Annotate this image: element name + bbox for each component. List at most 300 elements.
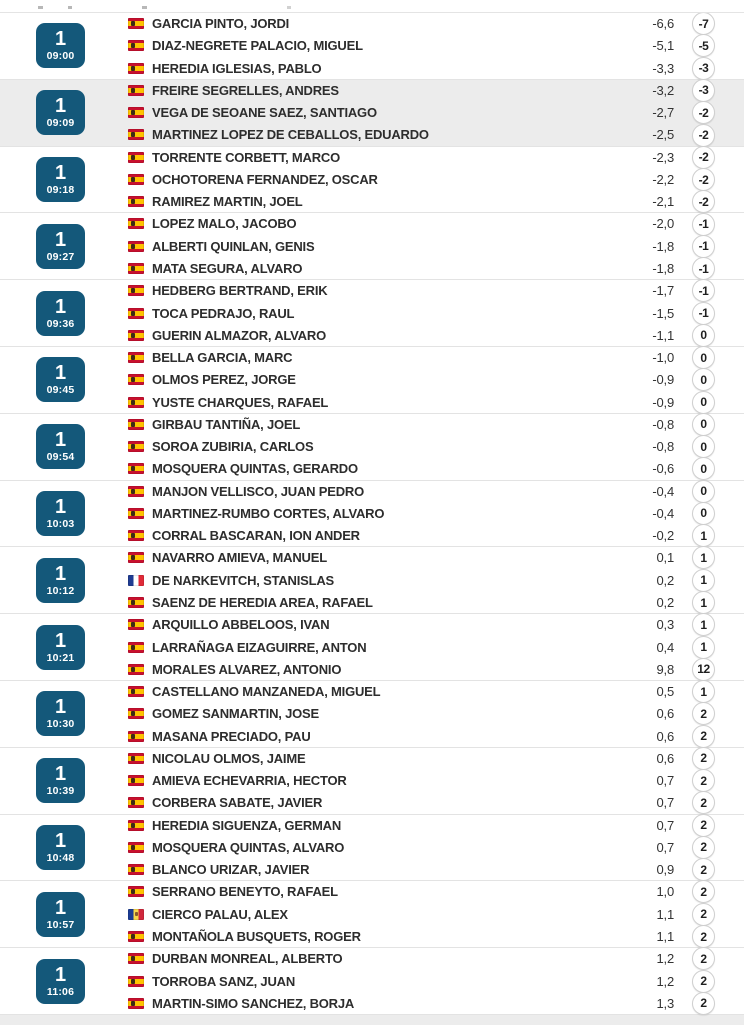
exact-handicap-value: -2,2 [652, 171, 674, 187]
playing-handicap-badge: 0 [692, 391, 715, 414]
player-row[interactable] [128, 770, 715, 792]
flag-spain-icon [128, 753, 144, 764]
player-row[interactable] [128, 970, 715, 992]
flag-spain-icon [128, 40, 144, 51]
player-row[interactable] [128, 413, 715, 435]
tee-number: 1 [54, 963, 67, 986]
player-list [128, 146, 715, 213]
tee-number: 1 [54, 95, 67, 118]
player-name[interactable]: MONTAÑOLA BUSQUETS, ROGER [152, 929, 361, 945]
player-list [128, 948, 715, 1015]
tee-box[interactable] [36, 90, 85, 135]
player-name[interactable]: GARCIA PINTO, JORDI [152, 16, 290, 32]
tee-time: 09:18 [46, 183, 75, 196]
player-row[interactable] [128, 992, 715, 1014]
player-list [128, 12, 715, 79]
exact-handicap-value: 0,1 [656, 550, 674, 566]
player-row[interactable] [128, 168, 715, 190]
player-name[interactable]: BELLA GARCIA, MARC [152, 350, 293, 366]
flag-spain-icon [128, 241, 144, 252]
tee-box[interactable] [36, 625, 85, 670]
player-name[interactable]: DIAZ-NEGRETE PALACIO, MIGUEL [152, 38, 363, 54]
exact-handicap-value: 1,2 [656, 951, 674, 967]
tee-number: 1 [54, 896, 67, 919]
flag-spain-icon [128, 285, 144, 296]
tee-time: 10:57 [46, 918, 75, 931]
exact-handicap-value: -0,9 [652, 372, 674, 388]
playing-handicap-badge: -1 [692, 235, 715, 258]
tee-group [0, 347, 744, 414]
flag-spain-icon [128, 731, 144, 742]
player-row[interactable] [128, 725, 715, 747]
playing-handicap-badge: 0 [692, 413, 715, 436]
playing-handicap-badge: 1 [692, 546, 715, 569]
playing-handicap-badge: 2 [692, 970, 715, 993]
player-name[interactable]: SAENZ DE HEREDIA AREA, RAFAEL [152, 595, 373, 611]
player-row[interactable] [128, 836, 715, 858]
player-row[interactable] [128, 391, 715, 413]
start-list [0, 13, 744, 1015]
exact-handicap-value: -2,5 [652, 127, 674, 143]
tee-box[interactable] [36, 959, 85, 1004]
tee-time: 09:45 [46, 384, 75, 397]
exact-handicap-value: 0,7 [656, 817, 674, 833]
player-row[interactable] [128, 948, 715, 970]
tee-time: 10:39 [46, 785, 75, 798]
tee-box[interactable] [36, 491, 85, 536]
player-name[interactable]: TORRENTE CORBETT, MARCO [152, 149, 340, 165]
playing-handicap-badge: 2 [692, 702, 715, 725]
tee-box[interactable] [36, 357, 85, 402]
player-name[interactable]: DE NARKEVITCH, STANISLAS [152, 572, 335, 588]
playing-handicap-badge: 0 [692, 502, 715, 525]
exact-handicap-value: -2,3 [652, 149, 674, 165]
tee-group [0, 881, 744, 948]
playing-handicap-badge: 2 [692, 725, 715, 748]
player-name[interactable]: MARTINEZ LOPEZ DE CEBALLOS, EDUARDO [152, 127, 429, 143]
tee-group [0, 614, 744, 681]
exact-handicap-value: 0,6 [656, 706, 674, 722]
player-name[interactable]: MARTIN-SIMO SANCHEZ, BORJA [152, 995, 355, 1011]
player-name[interactable]: MORALES ALVAREZ, ANTONIO [152, 661, 342, 677]
next-group-partial-row [0, 1015, 744, 1025]
playing-handicap-badge: -2 [692, 101, 715, 124]
flag-spain-icon [128, 218, 144, 229]
player-row[interactable] [128, 57, 715, 79]
flag-spain-icon [128, 508, 144, 519]
exact-handicap-value: -0,6 [652, 461, 674, 477]
playing-handicap-badge: 2 [692, 925, 715, 948]
player-row[interactable] [128, 814, 715, 836]
exact-handicap-value: 0,7 [656, 839, 674, 855]
playing-handicap-badge: 1 [692, 680, 715, 703]
player-row[interactable] [128, 881, 715, 903]
tee-box[interactable] [36, 291, 85, 336]
flag-andorra-icon [128, 909, 144, 920]
flag-spain-icon [128, 953, 144, 964]
playing-handicap-badge: -3 [692, 79, 715, 102]
exact-handicap-value: 0,9 [656, 862, 674, 878]
flag-spain-icon [128, 552, 144, 563]
exact-handicap-value: -3,2 [652, 82, 674, 98]
exact-handicap-value: 0,7 [656, 795, 674, 811]
player-name[interactable]: OCHOTORENA FERNANDEZ, OSCAR [152, 171, 378, 187]
playing-handicap-badge: 2 [692, 836, 715, 859]
exact-handicap-value: -1,5 [652, 305, 674, 321]
tee-group [0, 280, 744, 347]
tee-number: 1 [54, 829, 67, 852]
cutoff-header-glyph [38, 6, 43, 9]
exact-handicap-value: 0,2 [656, 595, 674, 611]
tee-group [0, 147, 744, 214]
tee-number: 1 [54, 562, 67, 585]
exact-handicap-value: -3,3 [652, 60, 674, 76]
exact-handicap-value: -5,1 [652, 38, 674, 54]
player-name[interactable]: HEREDIA SIGUENZA, GERMAN [152, 817, 342, 833]
exact-handicap-value: 0,6 [656, 750, 674, 766]
flag-spain-icon [128, 530, 144, 541]
exact-handicap-value: 0,3 [656, 617, 674, 633]
exact-handicap-value: -0,8 [652, 439, 674, 455]
tee-number: 1 [54, 295, 67, 318]
player-row[interactable] [128, 792, 715, 814]
player-name[interactable]: VEGA DE SEOANE SAEZ, SANTIAGO [152, 105, 377, 121]
flag-spain-icon [128, 63, 144, 74]
player-row[interactable] [128, 525, 715, 547]
exact-handicap-value: -1,1 [652, 327, 674, 343]
playing-handicap-badge: -2 [692, 124, 715, 147]
player-row[interactable] [128, 458, 715, 480]
playing-handicap-badge: 2 [692, 769, 715, 792]
exact-handicap-value: -1,7 [652, 283, 674, 299]
tee-box[interactable] [36, 157, 85, 202]
playing-handicap-badge: 1 [692, 524, 715, 547]
playing-handicap-badge: 1 [692, 636, 715, 659]
tee-time: 09:09 [46, 117, 75, 130]
player-name[interactable]: AMIEVA ECHEVARRIA, HECTOR [152, 773, 347, 789]
exact-handicap-value: -0,4 [652, 483, 674, 499]
playing-handicap-badge: 0 [692, 457, 715, 480]
cutoff-header-glyph [287, 6, 291, 9]
flag-spain-icon [128, 642, 144, 653]
tee-group [0, 13, 744, 80]
playing-handicap-badge: 0 [692, 368, 715, 391]
exact-handicap-value: -0,4 [652, 505, 674, 521]
player-name[interactable]: MANJON VELLISCO, JUAN PEDRO [152, 483, 365, 499]
playing-handicap-badge: 2 [692, 880, 715, 903]
player-name[interactable]: MARTINEZ-RUMBO CORTES, ALVARO [152, 505, 385, 521]
playing-handicap-badge: -2 [692, 190, 715, 213]
playing-handicap-badge: -1 [692, 213, 715, 236]
exact-handicap-value: 0,2 [656, 572, 674, 588]
exact-handicap-value: -1,8 [652, 261, 674, 277]
player-list [128, 547, 715, 614]
playing-handicap-badge: 2 [692, 903, 715, 926]
player-name[interactable]: MATA SEGURA, ALVARO [152, 261, 303, 277]
player-row[interactable] [128, 903, 715, 925]
player-name[interactable]: TOCA PEDRAJO, RAUL [152, 305, 295, 321]
tee-box[interactable] [36, 23, 85, 68]
tee-number: 1 [54, 429, 67, 452]
player-name[interactable]: CORRAL BASCARAN, ION ANDER [152, 528, 360, 544]
player-name[interactable]: GIRBAU TANTIÑA, JOEL [152, 416, 301, 432]
player-row[interactable] [128, 235, 715, 257]
exact-handicap-value: -0,2 [652, 528, 674, 544]
tee-group [0, 547, 744, 614]
exact-handicap-value: 1,0 [656, 884, 674, 900]
tee-time: 10:03 [46, 517, 75, 530]
tee-number: 1 [54, 696, 67, 719]
playing-handicap-badge: 1 [692, 569, 715, 592]
tee-box[interactable] [36, 825, 85, 870]
player-list [128, 680, 715, 747]
player-name[interactable]: ARQUILLO ABBELOOS, IVAN [152, 617, 330, 633]
player-name[interactable]: NICOLAU OLMOS, JAIME [152, 750, 306, 766]
flag-spain-icon [128, 931, 144, 942]
player-name[interactable]: SERRANO BENEYTO, RAFAEL [152, 884, 338, 900]
flag-spain-icon [128, 352, 144, 363]
flag-spain-icon [128, 775, 144, 786]
player-list [128, 79, 715, 146]
exact-handicap-value: 9,8 [656, 661, 674, 677]
flag-spain-icon [128, 374, 144, 385]
playing-handicap-badge: -2 [692, 168, 715, 191]
flag-spain-icon [128, 708, 144, 719]
playing-handicap-badge: -1 [692, 257, 715, 280]
playing-handicap-badge: -1 [692, 279, 715, 302]
player-name[interactable]: LARRAÑAGA EIZAGUIRRE, ANTON [152, 639, 367, 655]
tee-box[interactable] [36, 758, 85, 803]
exact-handicap-value: -0,9 [652, 394, 674, 410]
player-list [128, 881, 715, 948]
tee-group [0, 481, 744, 548]
player-row[interactable] [128, 502, 715, 524]
player-row[interactable] [128, 146, 715, 168]
flag-spain-icon [128, 463, 144, 474]
player-row[interactable] [128, 569, 715, 591]
playing-handicap-badge: -7 [692, 12, 715, 35]
exact-handicap-value: 0,7 [656, 773, 674, 789]
player-row[interactable] [128, 480, 715, 502]
flag-spain-icon [128, 152, 144, 163]
player-row[interactable] [128, 925, 715, 947]
player-row[interactable] [128, 124, 715, 146]
player-name[interactable]: CORBERA SABATE, JAVIER [152, 795, 323, 811]
tee-time: 10:48 [46, 851, 75, 864]
player-name[interactable]: FREIRE SEGRELLES, ANDRES [152, 82, 339, 98]
flag-spain-icon [128, 664, 144, 675]
player-name[interactable]: CIERCO PALAU, ALEX [152, 906, 288, 922]
player-row[interactable] [128, 191, 715, 213]
player-row[interactable] [128, 658, 715, 680]
flag-spain-icon [128, 686, 144, 697]
player-row[interactable] [128, 369, 715, 391]
player-row[interactable] [128, 35, 715, 57]
flag-spain-icon [128, 263, 144, 274]
flag-spain-icon [128, 107, 144, 118]
player-list [128, 747, 715, 814]
player-name[interactable]: TORROBA SANZ, JUAN [152, 973, 296, 989]
player-row[interactable] [128, 346, 715, 368]
playing-handicap-badge: 1 [692, 591, 715, 614]
tee-group [0, 80, 744, 147]
player-name[interactable]: LOPEZ MALO, JACOBO [152, 216, 297, 232]
tee-number: 1 [54, 629, 67, 652]
playing-handicap-badge: 2 [692, 814, 715, 837]
playing-handicap-badge: -1 [692, 302, 715, 325]
player-name[interactable]: DURBAN MONREAL, ALBERTO [152, 951, 343, 967]
player-row[interactable] [128, 213, 715, 235]
player-row[interactable] [128, 257, 715, 279]
flag-spain-icon [128, 196, 144, 207]
player-row[interactable] [128, 547, 715, 569]
flag-spain-icon [128, 419, 144, 430]
player-row[interactable] [128, 747, 715, 769]
flag-france-icon [128, 575, 144, 586]
flag-spain-icon [128, 18, 144, 29]
cutoff-column-header [0, 0, 744, 13]
exact-handicap-value: -2,1 [652, 194, 674, 210]
playing-handicap-badge: 2 [692, 992, 715, 1015]
exact-handicap-value: 1,1 [656, 929, 674, 945]
tee-time: 09:00 [46, 50, 75, 63]
player-row[interactable] [128, 302, 715, 324]
tee-time: 09:54 [46, 451, 75, 464]
tee-box[interactable] [36, 691, 85, 736]
tee-box[interactable] [36, 892, 85, 937]
playing-handicap-badge: 0 [692, 480, 715, 503]
playing-handicap-badge: 0 [692, 324, 715, 347]
tee-group [0, 948, 744, 1015]
exact-handicap-value: 0,6 [656, 728, 674, 744]
player-name[interactable]: SOROA ZUBIRIA, CARLOS [152, 439, 314, 455]
tee-time: 09:27 [46, 250, 75, 263]
player-list [128, 280, 715, 347]
cutoff-header-glyph [68, 6, 72, 9]
tee-group [0, 213, 744, 280]
player-row[interactable] [128, 79, 715, 101]
player-list [128, 213, 715, 280]
flag-spain-icon [128, 998, 144, 1009]
exact-handicap-value: -1,0 [652, 350, 674, 366]
flag-spain-icon [128, 842, 144, 853]
player-list [128, 480, 715, 547]
exact-handicap-value: -2,0 [652, 216, 674, 232]
flag-spain-icon [128, 597, 144, 608]
tee-time: 09:36 [46, 317, 75, 330]
playing-handicap-badge: 2 [692, 947, 715, 970]
player-row[interactable] [128, 12, 715, 34]
flag-spain-icon [128, 330, 144, 341]
player-name[interactable]: ALBERTI QUINLAN, GENIS [152, 238, 315, 254]
flag-spain-icon [128, 797, 144, 808]
flag-spain-icon [128, 976, 144, 987]
player-row[interactable] [128, 859, 715, 881]
flag-spain-icon [128, 820, 144, 831]
playing-handicap-badge: 1 [692, 613, 715, 636]
exact-handicap-value: -1,8 [652, 238, 674, 254]
exact-handicap-value: 1,2 [656, 973, 674, 989]
player-name[interactable]: HEREDIA IGLESIAS, PABLO [152, 60, 322, 76]
player-row[interactable] [128, 680, 715, 702]
playing-handicap-badge: -3 [692, 57, 715, 80]
player-list [128, 814, 715, 881]
playing-handicap-badge: 0 [692, 435, 715, 458]
tee-box[interactable] [36, 424, 85, 469]
player-name[interactable]: MOSQUERA QUINTAS, GERARDO [152, 461, 358, 477]
flag-spain-icon [128, 174, 144, 185]
exact-handicap-value: 1,3 [656, 995, 674, 1011]
player-row[interactable] [128, 102, 715, 124]
flag-spain-icon [128, 85, 144, 96]
player-name[interactable]: HEDBERG BERTRAND, ERIK [152, 283, 328, 299]
tee-time: 10:30 [46, 718, 75, 731]
player-row[interactable] [128, 614, 715, 636]
tee-number: 1 [54, 495, 67, 518]
player-name[interactable]: CASTELLANO MANZANEDA, MIGUEL [152, 684, 381, 700]
flag-spain-icon [128, 441, 144, 452]
playing-handicap-badge: 2 [692, 858, 715, 881]
player-name[interactable]: BLANCO URIZAR, JAVIER [152, 862, 310, 878]
playing-handicap-badge: -5 [692, 34, 715, 57]
tee-box[interactable] [36, 558, 85, 603]
player-row[interactable] [128, 436, 715, 458]
exact-handicap-value: 0,5 [656, 684, 674, 700]
tee-box[interactable] [36, 224, 85, 269]
player-name[interactable]: YUSTE CHARQUES, RAFAEL [152, 394, 329, 410]
flag-spain-icon [128, 129, 144, 140]
player-name[interactable]: MASANA PRECIADO, PAU [152, 728, 311, 744]
tee-group [0, 414, 744, 481]
tee-number: 1 [54, 161, 67, 184]
player-name[interactable]: MOSQUERA QUINTAS, ALVARO [152, 839, 345, 855]
tee-number: 1 [54, 763, 67, 786]
playing-handicap-badge: 12 [692, 658, 715, 681]
playing-handicap-badge: 0 [692, 346, 715, 369]
exact-handicap-value: -2,7 [652, 105, 674, 121]
playing-handicap-badge: 2 [692, 791, 715, 814]
exact-handicap-value: -6,6 [652, 16, 674, 32]
player-row[interactable] [128, 591, 715, 613]
cutoff-header-glyph [142, 6, 147, 9]
flag-spain-icon [128, 619, 144, 630]
tee-number: 1 [54, 228, 67, 251]
player-name[interactable]: NAVARRO AMIEVA, MANUEL [152, 550, 327, 566]
player-row[interactable] [128, 280, 715, 302]
exact-handicap-value: 0,4 [656, 639, 674, 655]
player-name[interactable]: OLMOS PEREZ, JORGE [152, 372, 296, 388]
tee-group [0, 681, 744, 748]
player-name[interactable]: RAMIREZ MARTIN, JOEL [152, 194, 303, 210]
player-name[interactable]: GUERIN ALMAZOR, ALVARO [152, 327, 326, 343]
player-row[interactable] [128, 636, 715, 658]
player-list [128, 413, 715, 480]
player-row[interactable] [128, 703, 715, 725]
playing-handicap-badge: -2 [692, 146, 715, 169]
player-row[interactable] [128, 324, 715, 346]
flag-spain-icon [128, 486, 144, 497]
player-name[interactable]: GOMEZ SANMARTIN, JOSE [152, 706, 319, 722]
exact-handicap-value: 1,1 [656, 906, 674, 922]
tee-group [0, 815, 744, 882]
tee-number: 1 [54, 28, 67, 51]
tee-time: 10:21 [46, 651, 75, 664]
exact-handicap-value: -0,8 [652, 416, 674, 432]
tee-time: 11:06 [46, 985, 75, 998]
flag-spain-icon [128, 864, 144, 875]
tee-time: 10:12 [46, 584, 75, 597]
flag-spain-icon [128, 308, 144, 319]
